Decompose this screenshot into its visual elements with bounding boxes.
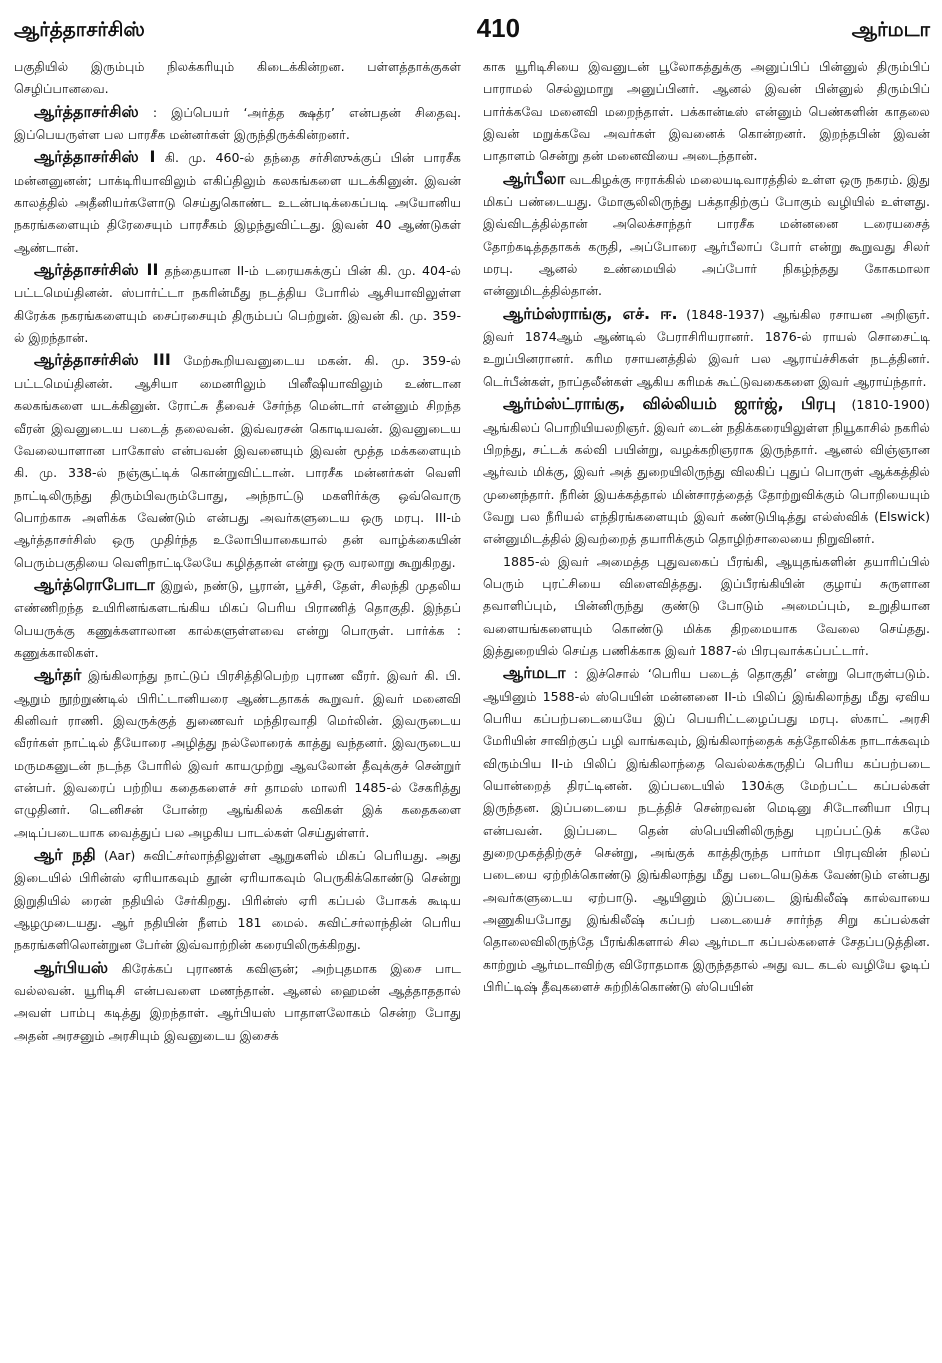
headword: ஆர்தர் [34, 665, 82, 685]
headword: ஆர்ம்ஸ்ராங்கு, எச். ஈ. [503, 303, 678, 323]
headword: ஆர்த்ரொபோடா [34, 574, 155, 594]
running-head-right: ஆர்மடா [851, 17, 930, 41]
entry-text: கிரேக்கப் புராணக் கவிஞன்; அற்புதமாக இசை பாட வல்லவன். யூரிடிசி என்பவளை மணந்தான். ஆனல் ஹைமன் ஆத்தாததால் அவள் பாம்பு கடித்து இறந்தாள். ஆர்பியஸ் பாதாளலோகம் சென்ற போது அதன் அரசனும் அரசியும் இவனுடைய இசைக் [14, 960, 461, 1043]
entry-text: (1848-1937) ஆங்கில ரசாயன அறிஞர். இவர் 1874ஆம் ஆண்டில் பேராசிரியரானர். 1876-ல் ராயல் சொசைட்டி உறுப்பினரானர். கரிம ரசாயனத்தில் இவர் பல ஆராய்ச்சிகள் நடத்தினர். டெர்பீன்கள், நாப்தலீன்கள் ஆகிய கரிமக் கூட்டுவகைகளை இவர் ஆராய்ந்தார். [483, 306, 930, 389]
entry-text: மேற்கூறியவனுடைய மகன். கி. மு. 359-ல் பட்டமெய்தினன். ஆசியா மைனரிலும் பினீஷியாவிலும் உண்டான கலகங்களை யடக்கினுன். ரோட்சு தீவைச் சேர்ந்த மென்டார் என்னும் சிறந்த வீரன் இவனுடைய படைத் தலைவன். இவ்வரசன் கொடியவன். இவனுடைய வேலையாளான பாகோஸ் என்பவன் இவனையும் இவன் மூத்த மக்களையும் கி. மு. 338-ல் நஞ்சூட்டிக் கொன்றுவிட்டான். பாரசீக மன்னர்கள் வெளி நாட்டிலிருந்து திரும்பிவரும்போது, அந்நாட்டு மகளிர்க்கு ஒவ்வொரு பொற்காசு அளிக்க வேண்டும் என்பது அவர்களுடைய ஒரு மரபு. III-ம் ஆர்த்தாசர்சிஸ் ஒரு முதிர்ந்த உலோபியாகையால் தன் வாழ்க்கையின் பெரும்பகுதியை வெளிநாட்டிலேயே கழித்தான் என்று ஒரு வரலாறு கூறுகிறது. [14, 353, 462, 570]
headword: ஆர்பீலா [503, 168, 566, 188]
running-head-left: ஆர்த்தாசர்சிஸ் [14, 17, 145, 41]
entry-text: கி. மு. 460-ல் தந்தை சர்சிஸுக்குப் பின் பாரசீக மன்னனுனன்; பாக்டிரியாவிலும் எகிப்திலும் கலகங்களை யடக்கினுன். இவன் காலத்தில் அதீனியர்களோடு செய்துகொண்ட உடன்படிக்கைப்படி அயோனிய நகரங்களையும் திரேசையும் பாரசீகம் இழந்துவிட்டது. இவன் 40 ஆண்டுகள் ஆண்டான். [14, 150, 461, 255]
headword: ஆர்த்தாசர்சிஸ் I [34, 147, 156, 167]
entry-text: இங்கிலாந்து நாட்டுப் பிரசித்திபெற்ற புராண வீரர். இவர் கி. பி. ஆறும் நூற்றுண்டில் பிரிட்டானியரை ஆண்டதாகக் கூறுவர். இவர் மனைவி கினிவர் ராணி. இவருக்குத் துணைவர் மந்திரவாதி மெர்லின். இவருடைய வீரர்கள் நாட்டில் தீயோரை அழித்து நல்லோரைக் காத்து வந்தனர். இவருடைய மருமகனுடன் நடந்த போரில் இவர் காயமுற்று ஆவலோன் தீவுக்குச் சென்றுர் என்பர். இவரைப் பற்றிய கதைகளைச் சர் தாமஸ் மாலரி 1485-ல் சேகரித்து எழுதினர். டெனிசன் போன்ற ஆங்கிலக் கவிகள் இக் கதைகளை அடிப்படையாக வைத்துப் பல அழகிய பாடல்கள் செய்துள்ளர். [14, 668, 461, 840]
entry [14, 574, 461, 664]
entry-text: : இப்பெயர் ‘அர்த்த க்ஷத்ர’ என்பதன் சிதைவு. இப்பெயருள்ள பல பாரசீக மன்னர்கள் இருந்திருக்கின்றனர். [14, 104, 461, 143]
headword: ஆர்த்தாசர்சிஸ் II [34, 260, 159, 280]
entry-text: இறுல், நண்டு, பூரான், பூச்சி, தேள், சிலந்தி முதலிய எண்ணிறந்த உயிரினங்களடங்கிய மிகப் பெரிய பிராணித் தொகுதி. இந்தப் பெயருக்கு கணுக்களாலான கால்களுள்ளவை என்று பொருள். பார்க்க : கணுக்காலிகள். [14, 577, 461, 660]
entry-text: தந்தையான II-ம் டரையசுக்குப் பின் கி. மு. 404-ல் பட்டமெய்தினன். ஸ்பார்ட்டா நகரின்மீது நடத்திய போரில் ஆசியாவிலுள்ள கிரேக்க நகரங்களையும் சைப்ரசையும் திரும்பப் பெற்றுன். இவன் கி. மு. 359-ல் இறந்தான். [14, 263, 461, 346]
headword: ஆர் நதி [34, 845, 96, 865]
left-column [14, 56, 461, 1047]
entry [14, 349, 461, 573]
entry [483, 303, 930, 393]
entry [14, 844, 461, 957]
entry-text: 1885-ல் இவர் அமைத்த புதுவகைப் பீரங்கி, ஆயுதங்களின் தயாரிப்பில் பெரும் புரட்சியை விளைவித்தது. இப்பீரங்கியின் குழாய் சுருளான தவாளிப்பும், பின்னிருந்து குண்டு போடும் அமைப்பும், உறுதியான வளையங்களையும் கொண்டு மிக்க திறமையாக வேலை செய்தது. இத்துறையில் செய்த பணிக்காக இவர் 1887-ல் பிரபுவாக்கப்பட்டார். [483, 553, 930, 658]
headword: ஆர்மடா [503, 663, 566, 683]
entry-text: பகுதியில் இரும்பும் நிலக்கரியும் கிடைக்கின்றன. பள்ளத்தாக்குகள் செழிப்பானவை. [14, 59, 461, 97]
entry-text: (Aar) சுவிட்சர்லாந்திலுள்ள ஆறுகளில் மிகப் பெரியது. அது இடையில் பிரின்ஸ் ஏரியாகவும் தூன் ஏரியாகவும் பெருகிக்கொண்டு சென்று இறுதியில் ரைன் நதியில் சேர்கிறது. பிரின்ஸ் ஏரி கப்பல் போகக் கூடிய ஆழமுடையது. ஆர் நதியின் நீளம் 181 மைல். சுவிட்சர்லாந்தின் பெரிய நகரங்களிலொன்றுன பேர்ன் இவ்வாற்றின் கரையிலிருக்கிறது. [14, 848, 461, 953]
headword: ஆர்த்தாசர்சிஸ் [34, 101, 139, 121]
entry [14, 101, 461, 147]
right-column [483, 56, 930, 1047]
headword: ஆர்ம்ஸ்ட்ராங்கு, வில்லியம் ஜார்ஜ், பிரபு [503, 394, 836, 414]
entry [14, 146, 461, 259]
entry [483, 393, 930, 550]
entry-text: : இச்சொல் ‘பெரிய படைத் தொகுதி’ என்று பொருள்படும். ஆயினும் 1588-ல் ஸ்பெயின் மன்னனை II-ம் பிலிப் இங்கிலாந்து மீது ஏவிய பெரிய கப்பற்படையையே இப் பெயரிட்டழைப்பது மரபு. ஸ்காட் அரசி மேரியின் சாவிற்குப் பழி வாங்கவும், இங்கிலாந்தைக் கத்தோலிக்க நாடாக்கவும் விரும்பிய II-ம் பிலிப் இங்கிலாந்தை வெல்லக்கருதிப் பெரிய கப்பற்படை யொன்றைத் திரட்டினன். இப்படையில் 130க்கு மேற்பட்ட கப்பல்கள் இருந்தன. இப்படையை நடத்திச் சென்றவன் மெடினு சிடோனியா பிரபு என்பவன். இப்படை தென் ஸ்பெயினிலிருந்து புறப்பட்டுக் கலே துறைமுகத்திற்குச் சென்று, அங்குக் காத்திருந்த பார்மா பிரபுவின் நிலப் படையை ஏற்றிக்கொண்டு இங்கிலாந்து மீது படையெடுக்க வேண்டும் என்பது அவர்களுடைய ஏற்பாடு. ஆயினும் இப்படை இங்கிலீஷ் கால்வாயை அணுகியபோது இங்கிலீஷ் கப்பற் படையைச் சார்ந்த சிறு கப்பல்கள் தொலைவிலிருந்தே பீரங்கிகளால் சில ஆர்மடா கப்பல்களைச் சேதப்படுத்தின. காற்றும் ஆர்மடாவிற்கு விரோதமாக இருந்ததால் அது வட கடல் வழியே ஓடிப் பிரிட்டிஷ் தீவுகளைச் சுற்றிக்கொண்டு ஸ்பெயின் [483, 666, 930, 995]
entry-text: (1810-1900) ஆங்கிலப் பொறியியலறிஞர். இவர் டைன் நதிக்கரையிலுள்ள நியூகாசில் நகரில் பிறந்து, சட்டக் கல்வி பயின்று, வழக்கறிஞராக இருந்தார். ஆனல் விஞ்ஞான ஆர்வம் மிக்கு, இவர் அத் துறையிலிருந்து விலகிப் புதுப் பொருள் ஆக்கத்தில் முனைந்தார். நீரின் இயக்கத்தால் மின்சாரத்தைத் தோற்றுவிக்கும் பொறியையும் வேறு பல நீரியல் எந்திரங்களையும் இவர் கண்டுபிடித்து எல்ஸ்விக் (Elswick) என்னுமிடத்தில் இவற்றைத் தயாரிக்கும் தொழிற்சாலையை நிறுவினர். [483, 397, 930, 547]
entry [483, 662, 930, 998]
entry-text: காக யூரிடிசியை இவனுடன் பூலோகத்துக்கு அனுப்பிப் பின்னுல் திரும்பிப் பாராமல் செல்லுமாறு அனுப்பினர். ஆனல் இவன் பின்னுல் திரும்பிப் பார்க்கவே மனைவி மறைந்தாள். பக்கான்டீஸ் என்னும் பெண்களின் காதலை இவன் மறுக்கவே அவர்கள் இவனைக் கொன்றனர். இறந்தபின் இவன் பாதாளம் சென்று தன் மனைவியை அடைந்தான். [483, 59, 930, 164]
entry [483, 551, 930, 663]
entry [14, 259, 461, 349]
page-number: 410 [476, 13, 521, 43]
entry [483, 168, 930, 303]
headword: ஆர்த்தாசர்சிஸ் III [34, 350, 171, 370]
entry [483, 56, 930, 168]
entry [14, 664, 461, 844]
page-header [14, 4, 930, 44]
headword: ஆர்பியஸ் [34, 957, 109, 977]
text-columns [14, 56, 930, 1047]
entry [14, 957, 461, 1047]
entry [14, 56, 461, 101]
entry-text: வடகிழக்கு ஈராக்கில் மலையடிவாரத்தில் உள்ள ஒரு நகரம். இது மிகப் பண்டையது. மோசூலிலிருந்து பக்தாதிற்குப் போகும் வழியில் உள்ளது. இவ்விடத்தில்தான் அலெக்சாந்தர் பாரசீக மன்னனை டரையசைத் தோற்கடித்ததாகக் கருதி, அப்போரை ஆர்பீலாப் போர் என்று கூறுவது சிலர் மரபு. ஆனல் உண்மையில் அப்போர் நிகழ்ந்தது கோகமாலா என்னுமிடத்தில்தான். [483, 171, 930, 299]
